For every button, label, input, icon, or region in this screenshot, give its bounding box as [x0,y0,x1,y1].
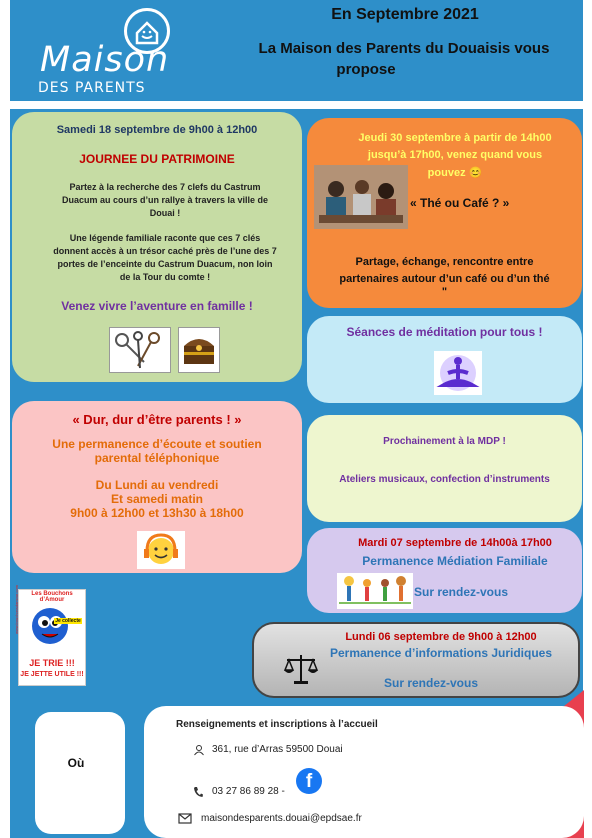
text-line: portes de l’enceinte du Castrum Duacum, non loin [57,259,273,269]
patrimoine-paragraph-1 [40,181,290,220]
bouchons-line2: JE JETTE UTILE !!! [20,671,84,678]
parents-title: « Dur, dur d’être parents ! » [72,412,242,427]
parents-line4: Et samedi matin [110,492,204,506]
meditation-icon [434,351,482,395]
person-icon [193,743,205,755]
cafe-line2: jusqu’à 17h00, venez quand vous [367,149,543,161]
family-drawing-icon [337,573,413,609]
info-title: Renseignements et inscriptions à l’accueil [176,719,378,730]
mdp-line1: Prochainement à la MDP ! [383,436,506,447]
juridique-date: Lundi 06 septembre de 9h00 à 12h00 [345,631,537,643]
cafe-event-name: « Thé ou Café ? » [410,196,510,210]
logo-word: Maison [40,40,170,80]
treasure-chest-icon [178,327,220,373]
patrimoine-date: Samedi 18 septembre de 9h00 à 12h00 [56,124,258,136]
where-label: Où [67,756,85,770]
bouchons-site: www.bouchonsdamour.com [14,585,19,634]
text-line: donnent accès à un trésor caché près de l’une des 7 [53,246,277,256]
bouchons-badge: Je collecte [55,618,81,624]
patrimoine-cta: Venez vivre l’aventure en famille ! [61,299,253,313]
cafe-desc2: partenaires autour d’un café ou d’un thé [339,273,550,285]
header-date: En Septembre 2021 [331,6,479,23]
info-address: 361, rue d’Arras 59500 Douai [212,744,343,755]
logo-subtitle: DES PARENTS [38,80,146,96]
cafe-desc1: Partage, échange, rencontre entre [355,256,534,268]
parents-line3: Du Lundi au vendredi [95,478,219,492]
bouchons-line1: JE TRIE !!! [29,658,75,668]
keys-icon [109,327,171,373]
bouchons-top: Les Bouchons d’Amour [31,591,73,603]
mdp-card [307,415,582,522]
mdp-line2: Ateliers musicaux, confection d’instruments [339,474,550,485]
parents-line5: 9h00 à 12h00 et 13h30 à 18h00 [70,506,244,520]
mediation-title: Permanence Médiation Familiale [362,554,548,568]
header-title-line2: propose [336,61,396,78]
info-phone: 03 27 86 89 28 - [212,786,285,797]
phone-icon [193,785,203,797]
header-title-line1: La Maison des Parents du Douaisis vous [258,40,550,57]
email-icon [178,811,192,823]
where-card [35,712,125,834]
parents-line2: parental téléphonique [94,451,220,465]
text-line: Douai ! [149,208,181,218]
mediation-rdv: Sur rendez-vous [414,585,509,599]
info-email[interactable]: maisondesparents.douai@epdsae.fr [201,813,362,824]
parents-line1: Une permanence d’écoute et soutien [52,437,262,451]
cafe-line3: pouvez 😊 [427,167,483,179]
juridique-title: Permanence d’informations Juridiques [329,646,553,660]
text-line: Une légende familiale raconte que ces 7 clés [69,233,261,243]
meditation-title: Séances de méditation pour tous ! [346,325,543,339]
cafe-line1: Jeudi 30 septembre à partir de 14h00 [358,132,552,144]
juridique-rdv: Sur rendez-vous [384,676,479,690]
mediation-date: Mardi 07 septembre de 14h00à 17h00 [358,537,552,549]
text-line: Duacum au cours d’un rallye à travers la ville de [61,195,269,205]
bouchons-mascot-icon [26,602,76,652]
patrimoine-title: JOURNEE DU PATRIMOINE [79,152,235,166]
cafe-photo [314,165,408,229]
scales-icon [283,652,319,686]
headset-smiley-icon [137,531,185,569]
text-line: Partez à la recherche des 7 clefs du Castrum [69,182,261,192]
facebook-icon[interactable]: f [296,768,322,794]
text-line: de la Tour du comte ! [119,272,211,282]
patrimoine-paragraph-2 [30,232,300,284]
cafe-desc3: " [441,286,448,298]
